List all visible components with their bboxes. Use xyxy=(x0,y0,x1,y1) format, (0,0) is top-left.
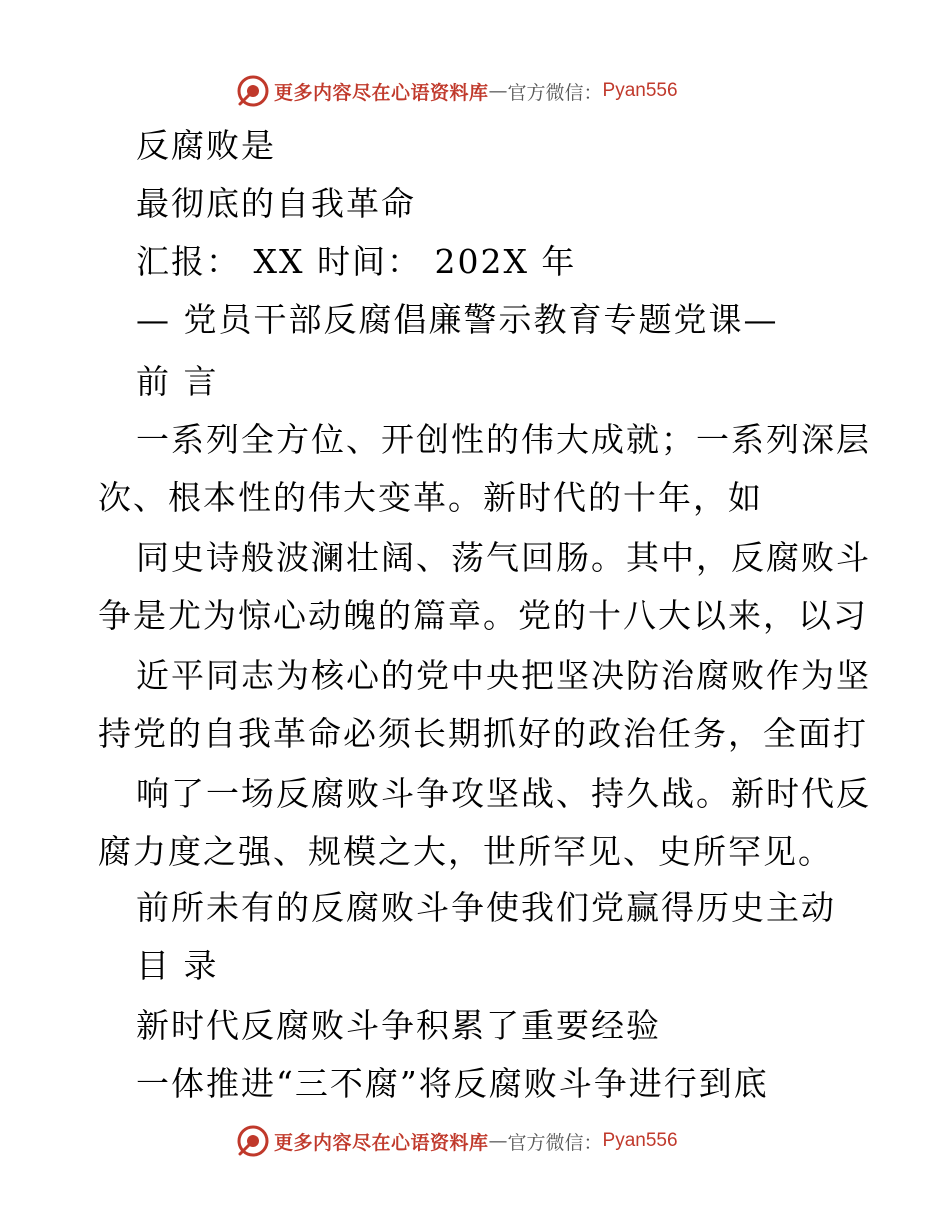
banner-wechat-id: Pyan556 xyxy=(602,1130,678,1151)
doc-reporter-line: 汇报： XX 时间： 202X 年 xyxy=(136,242,577,281)
doc-paragraph-line: 争是尤为惊心动魄的篇章。党的十八大以来，以习 xyxy=(98,596,868,635)
doc-paragraph-line: 前所未有的反腐败斗争使我们党赢得历史主动 xyxy=(136,888,836,927)
doc-paragraph-line: 同史诗般波澜壮阔、荡气回肠。其中，反腐败斗 xyxy=(136,538,871,577)
banner-wechat-id: Pyan556 xyxy=(602,80,678,101)
doc-section-heading-preface: 前 言 xyxy=(136,362,219,401)
toc-item: 新时代反腐败斗争积累了重要经验 xyxy=(136,1006,661,1045)
banner-text: 更多内容尽在心语资料库 xyxy=(274,81,489,104)
doc-paragraph-line: 持党的自我革命必须长期抓好的政治任务，全面打 xyxy=(98,714,868,753)
doc-paragraph-line: 近平同志为核心的党中央把坚决防治腐败作为坚 xyxy=(136,656,871,695)
footer-banner xyxy=(236,1124,716,1158)
doc-paragraph-line: 响了一场反腐败斗争攻坚战、持久战。新时代反 xyxy=(136,774,871,813)
banner-text: 更多内容尽在心语资料库 xyxy=(274,1131,489,1154)
doc-title-line-1: 反腐败是 xyxy=(136,126,276,165)
doc-paragraph-line: 腐力度之强、规模之大，世所罕见、史所罕见。 xyxy=(98,832,833,871)
toc-item: 一体推进“三不腐”将反腐败斗争进行到底 xyxy=(136,1064,769,1103)
doc-title-line-2: 最彻底的自我革命 xyxy=(136,184,416,223)
banner-official-label: 官方微信： xyxy=(507,1131,603,1154)
doc-subtitle-line: — 党员干部反腐倡廉警示教育专题党课— xyxy=(136,300,779,339)
header-banner xyxy=(236,74,716,108)
doc-section-heading-toc: 目 录 xyxy=(136,946,219,985)
banner-dash: — xyxy=(488,80,508,102)
pen-logo-icon xyxy=(236,74,270,108)
pen-logo-icon xyxy=(236,1124,270,1158)
banner-official-label: 官方微信： xyxy=(507,81,603,104)
doc-paragraph-line: 次、根本性的伟大变革。新时代的十年，如 xyxy=(98,478,763,517)
doc-paragraph-line: 一系列全方位、开创性的伟大成就；一系列深层 xyxy=(136,420,871,459)
banner-dash: — xyxy=(488,1130,508,1152)
